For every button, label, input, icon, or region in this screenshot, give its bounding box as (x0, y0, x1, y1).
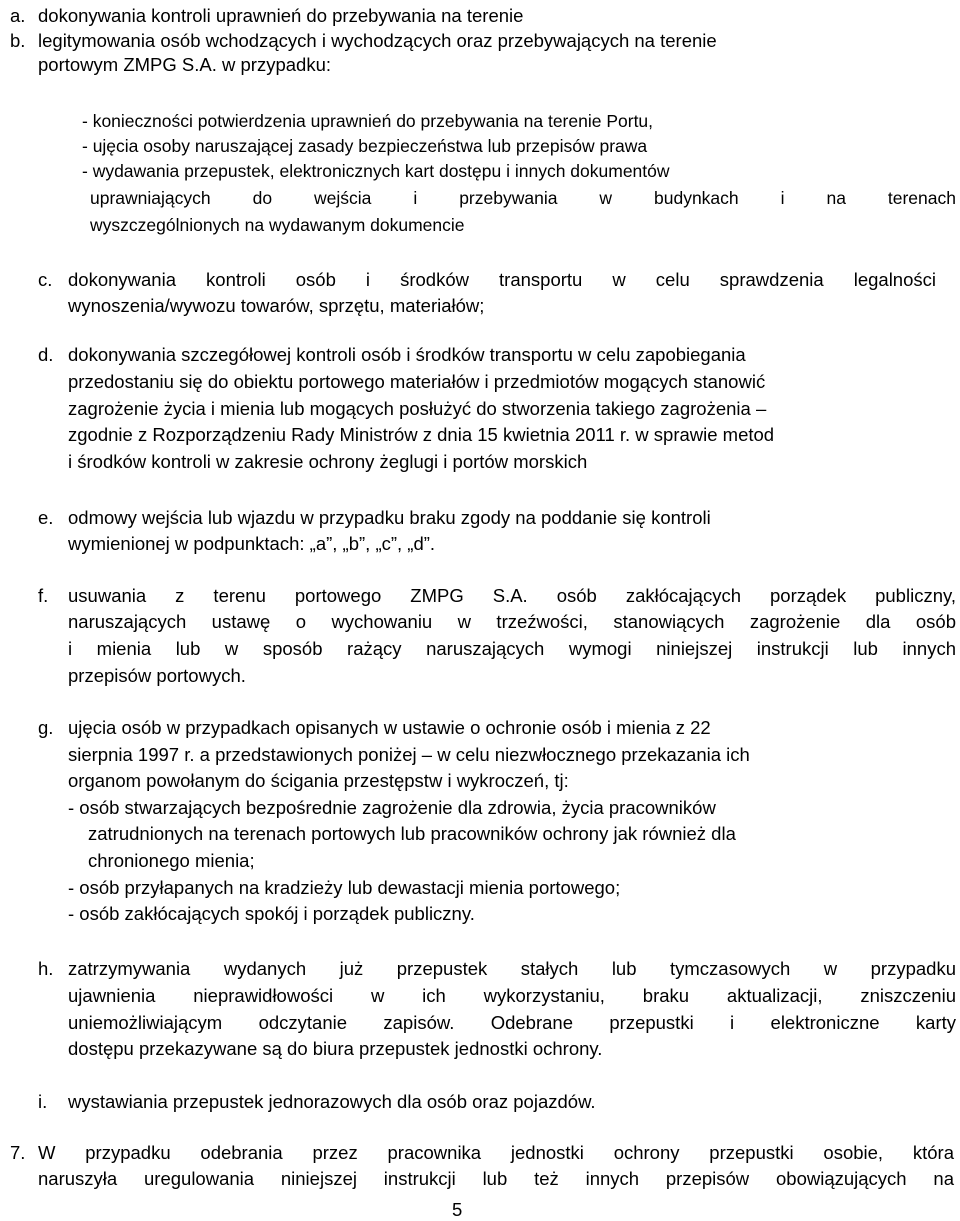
item-b-sub-5: wyszczególnionych na wydawanym dokumencie (90, 215, 465, 235)
item-f-line-1: usuwania z terenu portowego ZMPG S.A. osób zakłócających porządek publiczny, (68, 585, 956, 606)
item-d-line-1: dokonywania szczegółowej kontroli osób i środków transportu w celu zapobiegania (68, 344, 746, 365)
item-d-line-2: przedostaniu się do obiektu portowego materiałów i przedmiotów mogących stanowić (68, 371, 766, 392)
item-g-sub-5: - osób zakłócających spokój i porządek publiczny. (68, 903, 475, 924)
item-b-line-1: legitymowania osób wchodzących i wychodzących oraz przebywających na terenie (38, 30, 717, 51)
item-a-label: a. (10, 5, 26, 26)
item-i-line-1: wystawiania przepustek jednorazowych dla osób oraz pojazdów. (68, 1091, 596, 1112)
item-d-line-3: zagrożenie życia i mienia lub mogących posłużyć do stworzenia takiego zagrożenia – (68, 398, 767, 419)
item-g-sub-2: zatrudnionych na terenach portowych lub pracowników ochrony jak również dla (88, 823, 736, 844)
item-f-label: f. (38, 585, 49, 606)
item-g-sub-3: chronionego mienia; (88, 850, 255, 871)
item-f-line-4: przepisów portowych. (68, 665, 246, 686)
item-h-line-4: dostępu przekazywane są do biura przepustek jednostki ochrony. (68, 1038, 603, 1059)
item-b-sub-3: - wydawania przepustek, elektronicznych kart dostępu i innych dokumentów (82, 161, 670, 181)
point-7-label: 7. (10, 1142, 26, 1163)
item-c-line-1: dokonywania kontroli osób i środków transportu w celu sprawdzenia legalności (68, 269, 936, 290)
item-e-label: e. (38, 507, 54, 528)
point-7-line-2: naruszyła uregulowania niniejszej instrukcji lub też innych przepisów obowiązujących na (38, 1168, 954, 1189)
item-c-label: c. (38, 269, 53, 290)
item-h-line-1: zatrzymywania wydanych już przepustek stałych lub tymczasowych w przypadku (68, 958, 956, 979)
item-g-sub-4: - osób przyłapanych na kradzieży lub dewastacji mienia portowego; (68, 877, 621, 898)
item-i-label: i. (38, 1091, 48, 1112)
item-h-line-2: ujawnienia nieprawidłowości w ich wykorzystaniu, braku aktualizacji, zniszczeniu (68, 985, 956, 1006)
item-d-label: d. (38, 344, 54, 365)
item-b-line-2: portowym ZMPG S.A. w przypadku: (38, 54, 332, 75)
item-b-sub-2: - ujęcia osoby naruszającej zasady bezpieczeństwa lub przepisów prawa (82, 136, 648, 156)
point-7-line-1: W przypadku odebrania przez pracownika jednostki ochrony przepustki osobie, która (38, 1142, 954, 1163)
item-h-line-3: uniemożliwiającym odczytanie zapisów. Odebrane przepustki i elektroniczne karty (68, 1012, 956, 1033)
item-d-line-5: i środków kontroli w zakresie ochrony żeglugi i portów morskich (68, 451, 588, 472)
item-c-line-2: wynoszenia/wywozu towarów, sprzętu, materiałów; (68, 295, 485, 316)
item-g-sub-1: - osób stwarzających bezpośrednie zagrożenie dla zdrowia, życia pracowników (68, 797, 716, 818)
item-g-label: g. (38, 717, 54, 738)
page-number: 5 (452, 1199, 463, 1220)
item-b-label: b. (10, 30, 26, 51)
item-a-line-1: dokonywania kontroli uprawnień do przebywania na terenie (38, 5, 524, 26)
item-d-line-4: zgodnie z Rozporządzeniu Rady Ministrów z dnia 15 kwietnia 2011 r. w sprawie metod (68, 424, 775, 445)
item-g-line-2: sierpnia 1997 r. a przedstawionych poniżej – w celu niezwłocznego przekazania ich (68, 744, 750, 765)
item-b-sub-4: uprawniających do wejścia i przebywania w budynkach i na terenach (90, 188, 956, 208)
item-b-sub-1: - konieczności potwierdzenia uprawnień do przebywania na terenie Portu, (82, 111, 654, 131)
item-g-line-1: ujęcia osób w przypadkach opisanych w ustawie o ochronie osób i mienia z 22 (68, 717, 711, 738)
item-f-line-2: naruszających ustawę o wychowaniu w trzeźwości, stanowiących zagrożenie dla osób (68, 611, 956, 632)
item-f-line-3: i mienia lub w sposób rażący naruszających wymogi niniejszej instrukcji lub innych (68, 638, 956, 659)
item-h-label: h. (38, 958, 54, 979)
item-e-line-1: odmowy wejścia lub wjazdu w przypadku braku zgody na poddanie się kontroli (68, 507, 711, 528)
item-e-line-2: wymienionej w podpunktach: „a”, „b”, „c”, „d”. (68, 533, 436, 554)
item-g-line-3: organom powołanym do ścigania przestępstw i wykroczeń, tj: (68, 770, 569, 791)
